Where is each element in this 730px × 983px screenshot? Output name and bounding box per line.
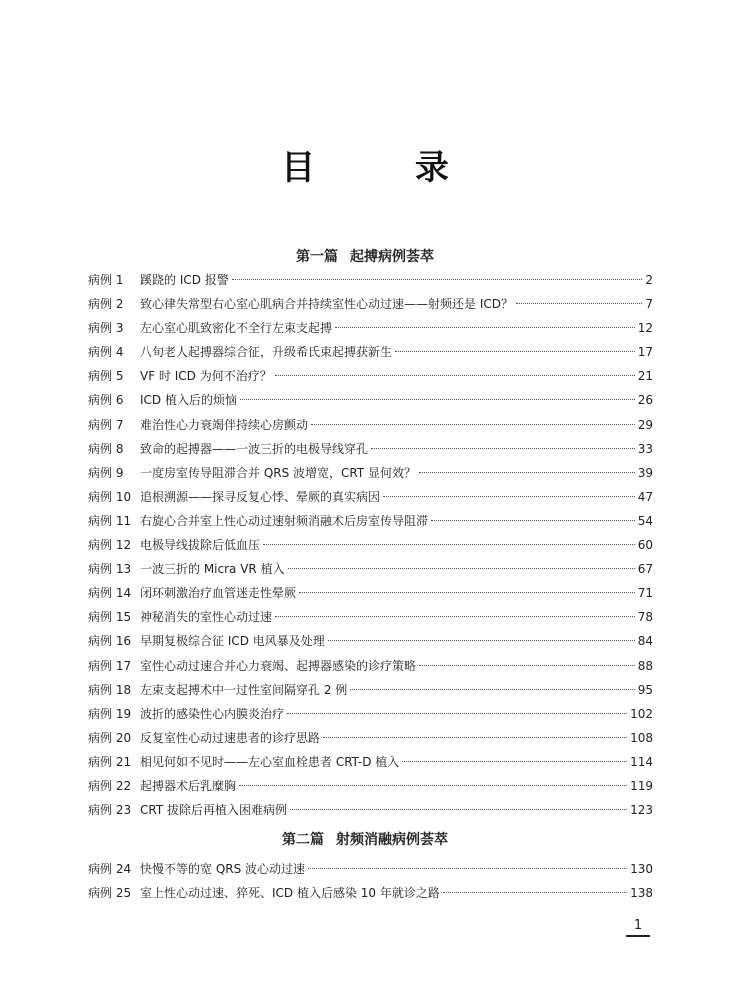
toc-entry[interactable] [88,678,653,702]
toc-entry-title: 蹊跷的 ICD 报警 [140,273,229,287]
toc-entry[interactable] [88,340,653,364]
toc-entry-title: 左束支起搏术中一过性室间隔穿孔 2 例 [140,682,348,697]
toc-leader-dots [328,640,635,641]
toc-case-number: 病例 23 [88,803,132,818]
toc-case-number: 病例 3 [88,321,124,336]
toc-case-number: 病例 19 [88,706,132,721]
toc-entry-title: 闭环刺激治疗血管迷走性晕厥 [140,586,297,601]
page-number: 1 [626,918,650,937]
toc-page-number: 123 [630,803,653,818]
toc-case-number: 病例 2 [88,297,124,312]
toc-case-number: 病例 13 [88,562,132,577]
toc-leader-dots [431,520,635,521]
toc-case-number: 病例 7 [88,417,124,432]
toc-entry-title: 反复室性心动过速患者的诊疗思路 [140,730,321,745]
toc-entry-title: 起搏器术后乳糜胸 [140,778,237,793]
toc-case-number: 病例 4 [88,345,124,360]
toc-entry-title: 八旬老人起搏器综合征，升级希氏束起搏获新生 [140,345,393,360]
toc-entry[interactable] [88,557,653,581]
toc-case-number: 病例 14 [88,586,132,601]
toc-page-number: 2 [645,273,653,287]
toc-entry[interactable] [88,364,653,388]
toc-page-number: 84 [637,634,653,649]
toc-entry-title: 早期复极综合征 ICD 电风暴及处理 [140,634,325,649]
toc-entry[interactable] [88,485,653,509]
toc-page-number: 71 [637,586,653,601]
toc-case-number: 病例 5 [88,369,124,384]
toc-page-number: 88 [637,658,653,673]
toc-entry-title: 致命的起搏器——一波三折的电极导线穿孔 [140,441,369,456]
part-heading-1 [0,246,730,266]
toc-leader-dots [263,544,635,545]
toc-entry[interactable] [88,581,653,605]
toc-entry[interactable] [88,726,653,750]
toc-case-number: 病例 18 [88,682,132,697]
toc-page-number: 47 [637,489,653,504]
toc-entry[interactable] [88,629,653,653]
toc-leader-dots [419,665,635,666]
toc-entry[interactable] [88,437,653,461]
toc-page-number: 39 [637,465,653,480]
toc-page-number: 102 [630,706,653,721]
toc-leader-dots [395,351,635,352]
toc-entry-title: 波折的感染性心内膜炎治疗 [140,706,285,721]
toc-case-number: 病例 1 [88,273,124,287]
toc-entry-title: 快慢不等的宽 QRS 波心动过速 [140,862,306,876]
toc-leader-dots [323,737,627,738]
toc-entry-title: 室性心动过速合并心力衰竭、起搏器感染的诊疗策略 [140,658,417,673]
toc-entry[interactable] [88,292,653,316]
toc-entry-title: 室上性心动过速、猝死、ICD 植入后感染 10 年就诊之路 [140,886,440,901]
toc-leader-dots [419,472,635,473]
toc-entry-title: VF 时 ICD 为何不治疗？ [140,369,272,384]
toc-entry[interactable] [88,750,653,774]
toc-case-number: 病例 11 [88,513,132,528]
page-title: 目 录 [281,148,493,188]
part-name: 射频消融病例荟萃 [336,832,448,848]
toc-page-number: 7 [645,297,653,312]
toc-leader-dots [308,868,627,869]
toc-leader-dots [311,424,635,425]
toc-page-number: 54 [637,513,653,528]
toc-leader-dots [402,761,627,762]
toc-entry[interactable] [88,509,653,533]
toc-leader-dots [288,568,635,569]
toc-case-number: 病例 24 [88,862,132,876]
toc-entry-title: 左心室心肌致密化不全行左束支起搏 [140,321,333,336]
toc-leader-dots [383,496,635,497]
toc-page-number: 17 [637,345,653,360]
toc-page-number: 78 [637,610,653,625]
toc-case-number: 病例 15 [88,610,132,625]
toc-page-number: 12 [637,321,653,336]
toc-entry-title: 一度房室传导阻滞合并 QRS 波增宽，CRT 显何效？ [140,465,417,480]
toc-page-number: 130 [630,862,653,876]
toc-entry[interactable] [88,702,653,726]
toc-page-number: 67 [637,562,653,577]
toc-entry[interactable] [88,798,653,822]
toc-leader-dots [239,785,627,786]
toc-entry-title: 致心律失常型右心室心肌病合并持续室性心动过速——射频还是 ICD？ [140,297,513,312]
toc-leader-dots [350,689,634,690]
toc-entry[interactable] [88,461,653,485]
part-heading-2 [0,829,730,849]
toc-leader-dots [516,303,642,304]
toc-case-number: 病例 16 [88,634,132,649]
toc-case-number: 病例 25 [88,886,132,901]
toc-case-number: 病例 21 [88,754,132,769]
toc-case-number: 病例 6 [88,393,124,408]
toc-page-number: 26 [637,393,653,408]
toc-leader-dots [287,713,627,714]
toc-case-number: 病例 12 [88,538,132,553]
toc-entry-title: 一波三折的 Micra VR 植入 [140,562,285,577]
toc-leader-dots [232,279,643,280]
toc-page-number: 138 [630,886,653,901]
toc-case-number: 病例 17 [88,658,132,673]
toc-leader-dots [290,809,627,810]
toc-case-number: 病例 10 [88,489,132,504]
toc-list-part-2 [88,857,653,905]
part-name: 起搏病例荟萃 [350,249,434,265]
toc-entry[interactable] [88,533,653,557]
toc-case-number: 病例 22 [88,778,132,793]
toc-leader-dots [275,616,635,617]
toc-page-number: 95 [637,682,653,697]
toc-page-number: 33 [637,441,653,456]
toc-case-number: 病例 8 [88,441,124,456]
toc-page-number: 114 [630,754,653,769]
toc-entry[interactable] [88,413,653,437]
toc-leader-dots [443,892,627,893]
toc-entry-title: 相见何如不见时——左心室血栓患者 CRT-D 植入 [140,754,400,769]
toc-leader-dots [275,375,635,376]
toc-leader-dots [240,399,635,400]
toc-leader-dots [371,448,635,449]
toc-case-number: 病例 9 [88,465,124,480]
part-number: 第二篇 [282,832,324,848]
toc-page-number: 21 [637,369,653,384]
toc-entry[interactable] [88,388,653,412]
toc-entry-title: CRT 拔除后再植入困难病例 [140,803,287,818]
toc-entry[interactable] [88,857,653,881]
toc-page-number: 119 [630,778,653,793]
toc-page-number: 60 [637,538,653,553]
toc-entry[interactable] [88,268,653,292]
toc-case-number: 病例 20 [88,730,132,745]
toc-entry-title: 电极导线拔除后低血压 [140,538,261,553]
toc-page-number: 29 [637,417,653,432]
toc-leader-dots [299,592,635,593]
toc-page-number: 108 [630,730,653,745]
toc-leader-dots [335,327,635,328]
toc-entry-title: 神秘消失的室性心动过速 [140,610,273,625]
toc-entry[interactable] [88,774,653,798]
part-number: 第一篇 [296,249,338,265]
toc-entry-title: 追根溯源——探寻反复心悸、晕厥的真实病因 [140,489,381,504]
toc-entry[interactable] [88,881,653,905]
toc-entry-title: ICD 植入后的烦恼 [140,393,237,408]
toc-entry[interactable] [88,654,653,678]
toc-entry[interactable] [88,605,653,629]
toc-entry[interactable] [88,316,653,340]
toc-entry-title: 难治性心力衰竭伴持续心房颤动 [140,417,309,432]
toc-list-part-1 [88,268,653,822]
toc-entry-title: 右旋心合并室上性心动过速射频消融术后房室传导阻滞 [140,513,429,528]
